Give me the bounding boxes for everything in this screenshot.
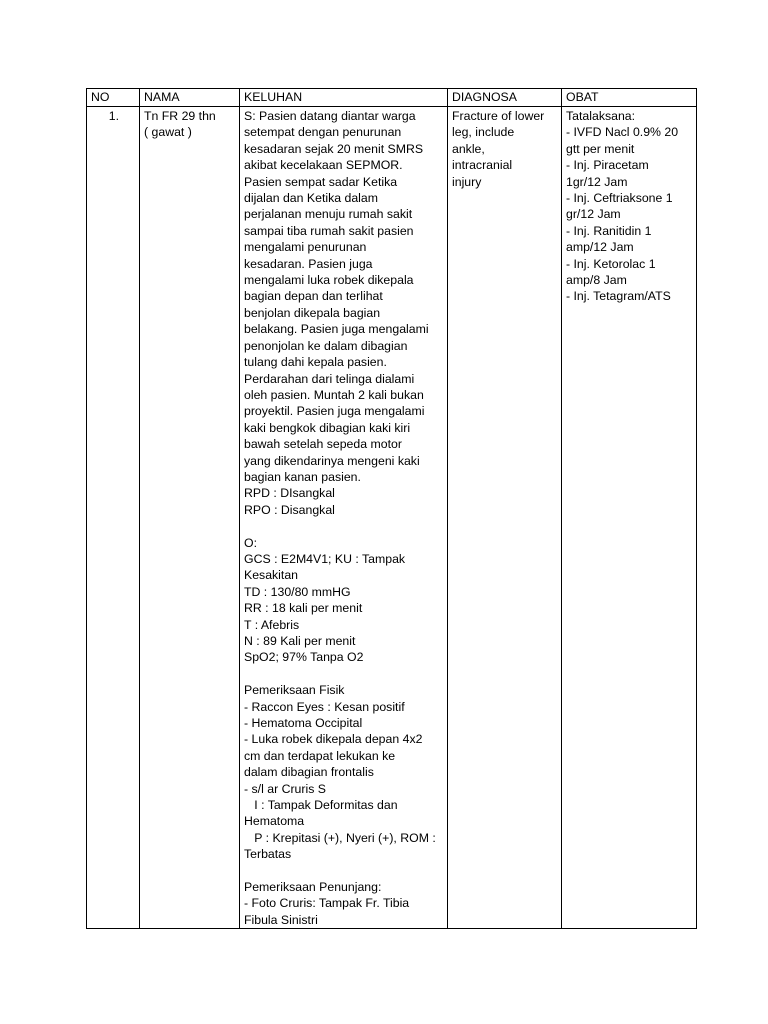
keluhan-line: - Hematoma Occipital [244,716,363,730]
obat-line: gtt per menit [566,141,635,156]
diagnosa-line: injury [452,174,482,189]
header-keluhan: KELUHAN [240,89,448,107]
keluhan-line: setempat dengan penurunan [244,125,402,140]
keluhan-line: mengalami penurunan [244,240,367,255]
obat-line: - Inj. Ketorolac 1 [566,256,656,271]
cell-no: 1. [87,107,140,929]
obat-line: Tatalaksana: [566,109,636,123]
cell-keluhan [240,107,448,929]
keluhan-line: P : Krepitasi (+), Nyeri (+), ROM : [244,830,436,845]
keluhan-line: Fibula Sinistri [244,912,318,927]
keluhan-line: GCS : E2M4V1; KU : Tampak [244,551,406,566]
keluhan-line: S: Pasien datang diantar warga [244,109,416,123]
blank-line [244,666,443,682]
keluhan-line: - Luka robek dikepala depan 4x2 [244,732,423,747]
diagnosa-line: Fracture of lower [452,109,545,123]
patient-record-table [86,88,697,929]
header-obat: OBAT [562,89,697,107]
keluhan-line: penonjolan ke dalam dibagian [244,338,408,353]
keluhan-line: SpO2; 97% Tanpa O2 [244,650,364,665]
keluhan-line: Pemeriksaan Penunjang: [244,880,382,895]
header-nama: NAMA [140,89,240,107]
keluhan-line: Terbatas [244,847,292,862]
keluhan-line: mengalami luka robek dikepala [244,273,414,288]
keluhan-line: cm dan terdapat lekukan ke [244,748,396,763]
keluhan-line: sampai tiba rumah sakit pasien [244,223,414,238]
keluhan-line: I : Tampak Deformitas dan [244,798,398,813]
obat-line: amp/12 Jam [566,240,634,255]
keluhan-line: bagian kanan pasien. [244,469,361,484]
keluhan-line: kesadaran sejak 20 menit SMRS [244,141,424,156]
keluhan-line: - Raccon Eyes : Kesan positif [244,699,405,714]
keluhan-line: RPD : DIsangkal [244,486,335,501]
keluhan-line: Perdarahan dari telinga dialami [244,371,415,386]
keluhan-line: tulang dahi kepala pasien. [244,355,387,370]
keluhan-line: - Foto Cruris: Tampak Fr. Tibia [244,896,410,911]
cell-nama [140,107,240,929]
keluhan-line: oleh pasien. Muntah 2 kali bukan [244,387,424,402]
diagnosa-line: leg, include [452,125,515,140]
obat-line: amp/8 Jam [566,273,627,288]
keluhan-line: kaki bengkok dibagian kaki kiri [244,420,411,435]
blank-line [244,863,443,879]
keluhan-line: benjolan dikepala bagian [244,305,381,320]
cell-obat [562,107,697,929]
keluhan-line: akibat kecelakaan SEPMOR. [244,158,403,173]
obat-line: gr/12 Jam [566,207,621,222]
obat-line: - Inj. Piracetam [566,158,649,173]
cell-diagnosa [448,107,562,929]
keluhan-line: T : Afebris [244,617,300,632]
keluhan-line: dalam dibagian frontalis [244,765,374,780]
obat-line: - IVFD Nacl 0.9% 20 [566,125,679,140]
diagnosa-line: ankle, [452,141,485,156]
keluhan-line: - s/l ar Cruris S [244,781,326,796]
keluhan-line: kesadaran. Pasien juga [244,256,373,271]
keluhan-line: yang dikendarinya mengeni kaki [244,453,420,468]
keluhan-line: Kesakitan [244,568,299,583]
table-row [87,107,697,929]
obat-line: 1gr/12 Jam [566,174,628,189]
keluhan-line: Hematoma [244,814,305,829]
header-diagnosa: DIAGNOSA [448,89,562,107]
keluhan-line: Pemeriksaan Fisik [244,683,345,698]
obat-line: - Inj. Tetagram/ATS [566,289,671,304]
keluhan-line: N : 89 Kali per menit [244,633,356,648]
header-no: NO [87,89,140,107]
keluhan-line: Pasien sempat sadar Ketika [244,174,398,189]
header-row [87,89,697,107]
keluhan-line: bawah setelah sepeda motor [244,437,402,452]
keluhan-line: dijalan dan Ketika dalam [244,191,378,206]
keluhan-line: RR : 18 kali per menit [244,601,363,616]
obat-line: - Inj. Ceftriaksone 1 [566,191,673,206]
keluhan-line: O: [244,535,257,550]
patient-status: ( gawat ) [144,125,192,140]
keluhan-line: proyektil. Pasien juga mengalami [244,404,425,419]
obat-line: - Inj. Ranitidin 1 [566,223,652,238]
keluhan-line: TD : 130/80 mmHG [244,584,351,599]
patient-name: Tn FR 29 thn [144,109,216,123]
keluhan-line: perjalanan menuju rumah sakit [244,207,413,222]
diagnosa-line: intracranial [452,158,513,173]
keluhan-line: RPO : Disangkal [244,502,335,517]
keluhan-line: belakang. Pasien juga mengalami [244,322,429,337]
keluhan-line: bagian depan dan terlihat [244,289,383,304]
blank-line [244,518,443,534]
